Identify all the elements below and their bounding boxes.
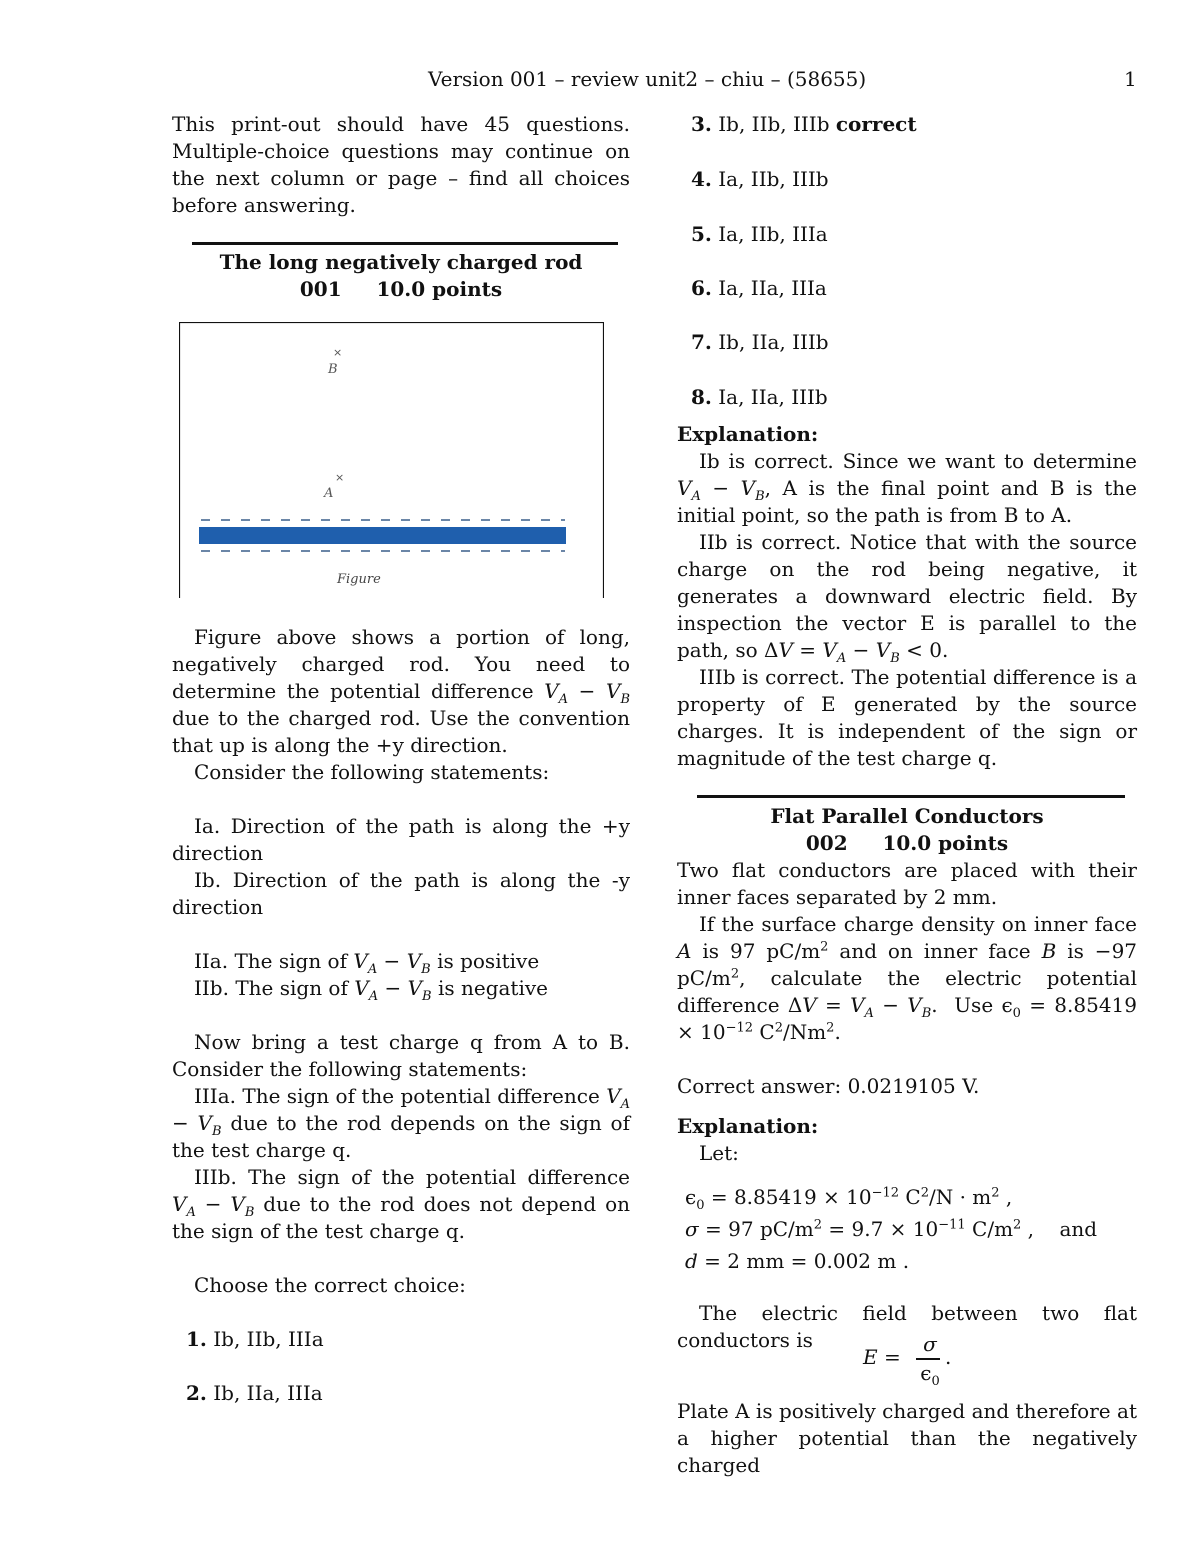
q1-consider: Consider the following statements: bbox=[194, 760, 550, 784]
q1-title: The long negatively charged rod bbox=[219, 250, 583, 274]
left-column bbox=[172, 111, 630, 1407]
q2-title: Flat Parallel Conductors bbox=[770, 804, 1044, 828]
choice-2[interactable]: 2. Ib, IIa, IIIa bbox=[186, 1381, 323, 1405]
given-epsilon: $\epsilon_0 = 8.85419 \times 10^{-12}$ $C^2/N \cdot m^2$ , bbox=[685, 1185, 1013, 1213]
choice-8[interactable]: 8. Ia, IIa, IIIb bbox=[691, 385, 828, 409]
rod-figure bbox=[179, 322, 604, 598]
page-header bbox=[0, 66, 1200, 94]
statement-iiib: IIIb. The sign of the potential difference $V_A - V_B$ due to the rod does not depend on the sign of the test charge q. bbox=[172, 1165, 631, 1243]
q1-explanation-3: IIIb is correct. The potential difference is a property of E generated by the source charges. It is independent of the sign or magnitude of the test charge q. bbox=[677, 665, 1137, 770]
q1-points: 10.0 points bbox=[376, 277, 503, 301]
header-title: Version 001 – review unit2 – chiu – (58655) bbox=[428, 67, 867, 91]
choice-4[interactable]: 4. Ia, IIb, IIIb bbox=[691, 167, 829, 191]
q2-points: 10.0 points bbox=[882, 831, 1009, 855]
given-d: d = 2 mm = 0.002 m . bbox=[685, 1249, 910, 1273]
q2-givens bbox=[685, 1181, 1137, 1277]
field-equation: E = σ $\epsilon_0$ . bbox=[863, 1332, 952, 1389]
choice-1[interactable]: 1. Ib, IIb, IIIa bbox=[186, 1327, 324, 1351]
given-sigma: σ = 97 $pC/m^2 = 9.7 \times 10^{-11}$ $C/m^2$ , and bbox=[685, 1217, 1098, 1241]
q2-let: Let: bbox=[699, 1141, 739, 1165]
choice-5[interactable]: 5. Ia, IIb, IIIa bbox=[691, 222, 828, 246]
statement-iia: IIa. The sign of $V_A - V_B$ is positive bbox=[194, 949, 540, 977]
statement-iib: IIb. The sign of $V_A - V_B$ is negative bbox=[194, 976, 548, 1004]
figure-label-a: A bbox=[324, 486, 334, 501]
figure-label-b: B bbox=[328, 362, 338, 377]
rod-figure-svg bbox=[179, 322, 604, 598]
q2-number: 002 bbox=[805, 831, 848, 855]
choice-3[interactable]: 3. Ib, IIb, IIIb correct bbox=[691, 112, 917, 136]
svg-text:×: × bbox=[333, 346, 343, 359]
figure-caption: Figure bbox=[337, 572, 381, 587]
page-number: 1 bbox=[1124, 67, 1137, 91]
q2-last-text: Plate A is positively charged and therefore at a higher potential than the negatively charged bbox=[677, 1399, 1137, 1477]
q1-explanation-label: Explanation: bbox=[677, 422, 819, 446]
q2-correct-answer: Correct answer: 0.0219105 V. bbox=[677, 1074, 980, 1098]
choice-7[interactable]: 7. Ib, IIa, IIIb bbox=[691, 330, 829, 354]
q2-field-text: The electric field between two flat conductors is bbox=[677, 1301, 1137, 1352]
q1-choose: Choose the correct choice: bbox=[194, 1273, 466, 1297]
statement-iiia: IIIa. The sign of the potential difference $V_A - V_B$ due to the rod depends on the sign of the test charge q. bbox=[172, 1084, 631, 1162]
q1-explanation-1: Ib is correct. Since we want to determine $V_A - V_B$, A is the final point and B is the initial point, so the path is from B to A. bbox=[677, 449, 1137, 527]
q2-points-line bbox=[677, 830, 1137, 857]
q1-points-line bbox=[172, 276, 630, 303]
choice-6[interactable]: 6. Ia, IIa, IIIa bbox=[691, 276, 827, 300]
q1-bring-text: Now bring a test charge q from A to B. Consider the following statements: bbox=[172, 1030, 630, 1081]
svg-text:×: × bbox=[335, 471, 345, 484]
correct-mark: correct bbox=[835, 112, 917, 136]
statement-ib: Ib. Direction of the path is along the -y direction bbox=[172, 868, 630, 919]
q2-explanation-label: Explanation: bbox=[677, 1114, 819, 1138]
q2-stem-2: If the surface charge density on inner face A is 97 $pC/m^2$ and on inner face B is −97 $pC/m^2$, calculate the electric potential difference $\Delta V = V_A - V_B$. Use $\epsilon_0 = 8.85419 \times 10^{-12}$ $C^2/Nm^2$. bbox=[677, 912, 1138, 1044]
charged-rod bbox=[199, 527, 566, 544]
statement-ia: Ia. Direction of the path is along the +y direction bbox=[172, 814, 630, 865]
q1-stem: Figure above shows a portion of long, negatively charged rod. You need to determine the potential difference $V_A - V_B$ due to the charged rod. Use the convention that up is along the +y direction. bbox=[172, 625, 630, 757]
right-column bbox=[677, 111, 1137, 1479]
intro-text: This print-out should have 45 questions. Multiple-choice questions may continue on the next column or page – find all choices before answering. bbox=[172, 112, 630, 217]
q2-stem-1: Two flat conductors are placed with their inner faces separated by 2 mm. bbox=[677, 858, 1137, 909]
q1-number: 001 bbox=[299, 277, 342, 301]
q1-explanation-2: IIb is correct. Notice that with the source charge on the rod being negative, it generates a downward electric field. By inspection the vector E is parallel to the path, so $\Delta V = V_A - V_B < 0$. bbox=[677, 530, 1137, 666]
